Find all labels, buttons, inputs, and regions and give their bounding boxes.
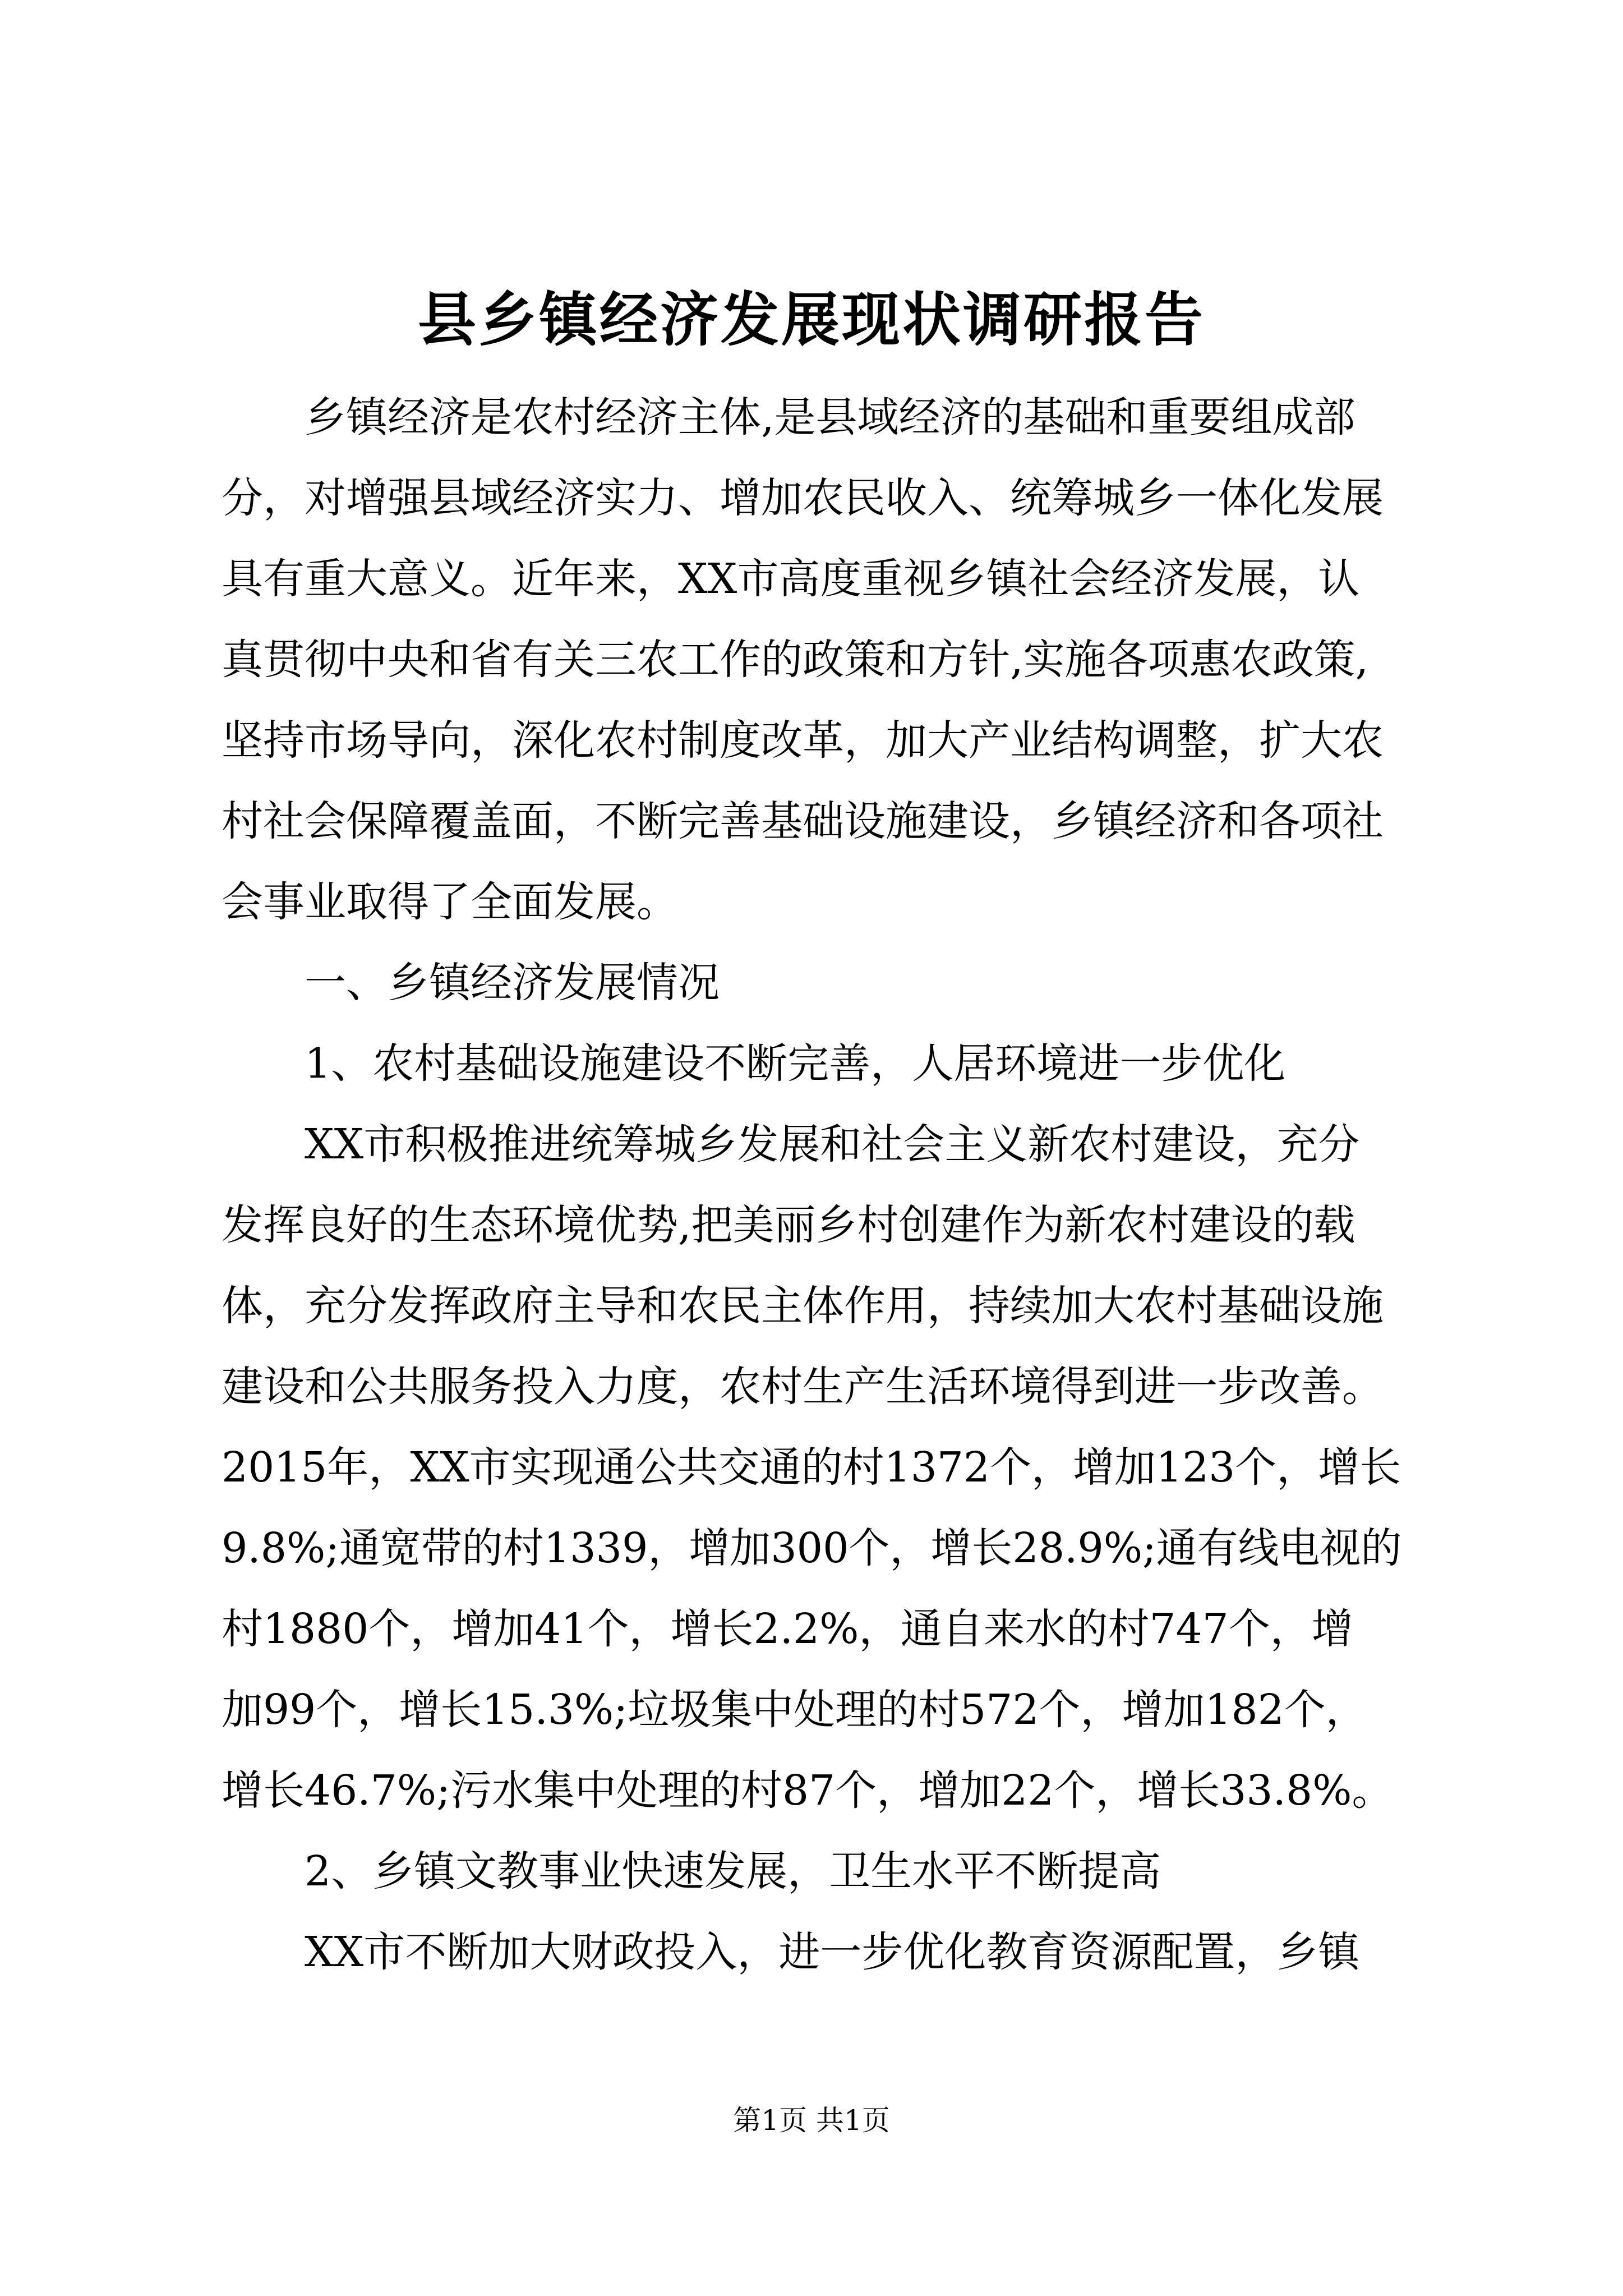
subsection-heading: 1、农村基础设施建设不断完善，人居环境进一步优化 [222, 1039, 1286, 1088]
paragraph-line: 建设和公共服务投入力度，农村生产生活环境得到进一步改善。 [222, 1363, 1384, 1411]
paragraph-line: XX市不断加大财政投入，进一步优化教育资源配置，乡镇 [222, 1928, 1360, 1976]
paragraph-line: 坚持市场导向，深化农村制度改革，加大产业结构调整，扩大农 [222, 716, 1384, 765]
document-title: 县乡镇经济发展现状调研报告 [417, 285, 1205, 354]
subsection-heading: 2、乡镇文教事业快速发展，卫生水平不断提高 [222, 1847, 1161, 1895]
paragraph-line: 加99个，增长15.3%;垃圾集中处理的村572个，增加182个， [222, 1686, 1367, 1734]
paragraph-line: 村社会保障覆盖面，不断完善基础设施建设，乡镇经济和各项社 [222, 797, 1384, 845]
paragraph-line: 增长46.7%;污水集中处理的村87个，增加22个，增长33.8%。 [222, 1766, 1394, 1815]
paragraph-line: 乡镇经济是农村经济主体,是县域经济的基础和重要组成部 [222, 393, 1355, 441]
paragraph-line: 9.8%;通宽带的村1339，增加300个，增长28.9%;通有线电视的 [222, 1524, 1402, 1572]
paragraph-line: 分，对增强县域经济实力、增加农民收入、统筹城乡一体化发展 [222, 474, 1384, 522]
paragraph-line: 真贯彻中央和省有关三农工作的政策和方针,实施各项惠农政策, [222, 636, 1369, 684]
paragraph-line: 具有重大意义。近年来，XX市高度重视乡镇社会经济发展，认 [222, 555, 1360, 603]
section-heading: 一、乡镇经济发展情况 [222, 959, 720, 1007]
paragraph-line: 村1880个，增加41个，增长2.2%，通自来水的村747个，增 [222, 1605, 1353, 1653]
paragraph-line: 2015年，XX市实现通公共交通的村1372个，增加123个，增长 [222, 1443, 1401, 1492]
paragraph-line: XX市积极推进统筹城乡发展和社会主义新农村建设，充分 [222, 1120, 1360, 1168]
paragraph-line: 会事业取得了全面发展。 [222, 878, 678, 926]
page-footer: 第1页 共1页 [733, 2104, 890, 2137]
paragraph-line: 发挥良好的生态环境优势,把美丽乡村创建作为新农村建设的载 [222, 1201, 1355, 1249]
paragraph-line: 体，充分发挥政府主导和农民主体作用，持续加大农村基础设施 [222, 1282, 1384, 1330]
